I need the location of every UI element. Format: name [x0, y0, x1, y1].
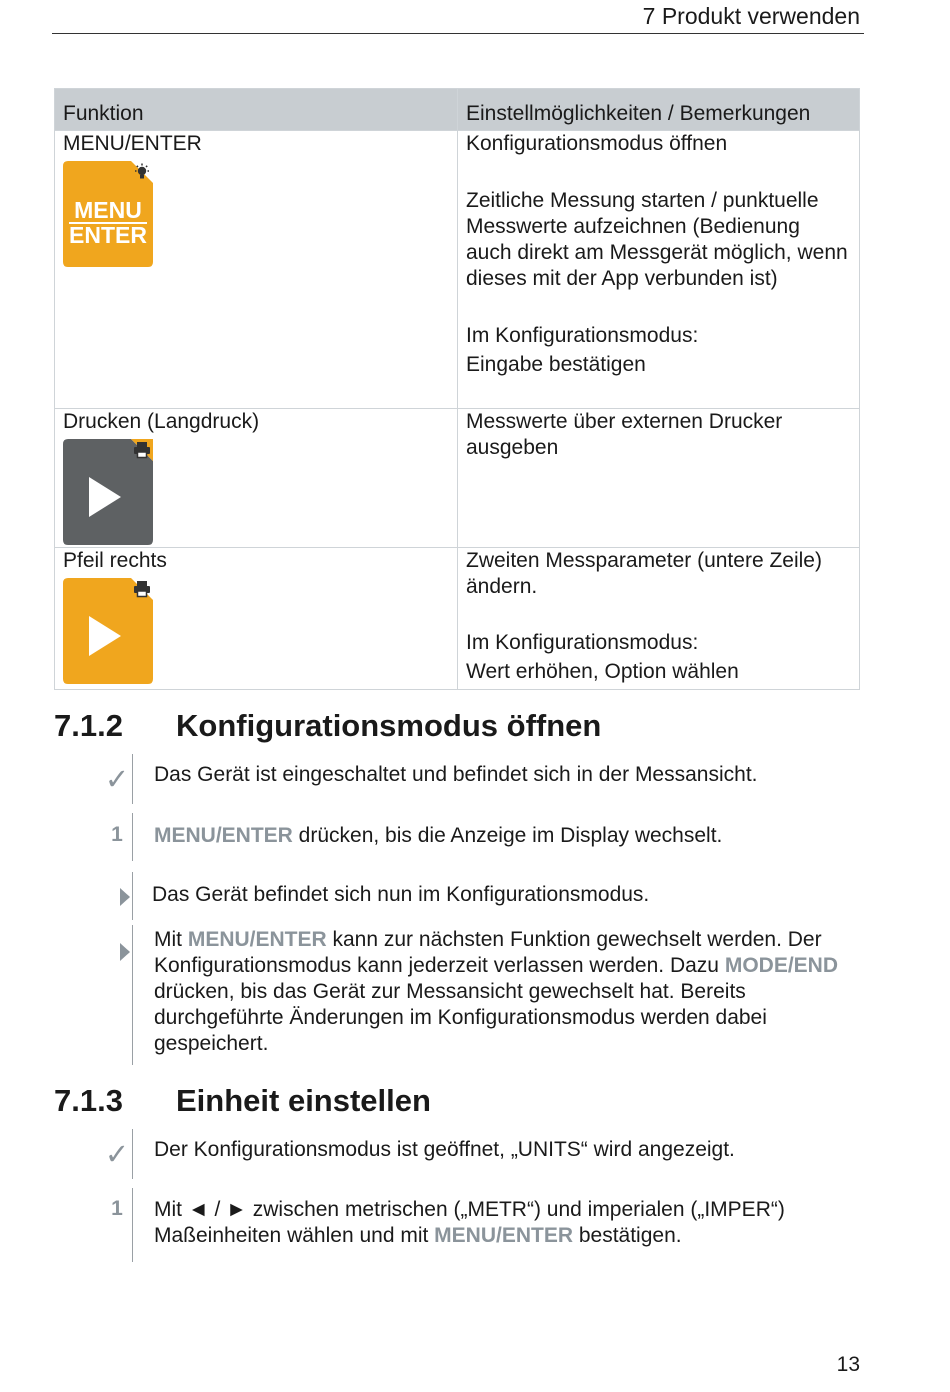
- description-text: Im Konfigurationsmodus:: [466, 631, 699, 654]
- function-cell: [55, 548, 458, 690]
- prerequisite-text: Der Konfigurationsmodus ist geöffnet, „UNITS“ wird angezeigt.: [154, 1138, 735, 1161]
- result-arrow-icon: [112, 888, 138, 906]
- step-text: [154, 823, 854, 849]
- key-label-enter: ENTER: [69, 222, 147, 248]
- checkmark-icon: ✓: [104, 1139, 130, 1171]
- description-text: Zeitliche Messung starten / punktuelle Messwerte aufzeichnen (Bedienung auch direkt am Messgerät möglich, wenn dieses mit der App verbunden ist): [466, 189, 848, 290]
- play-arrow-icon: [89, 477, 123, 517]
- text-fragment: bestätigen.: [573, 1224, 682, 1247]
- menu-enter-key-icon: [63, 161, 153, 267]
- column-header-funktion: Funktion: [55, 89, 458, 131]
- header-rule: [52, 33, 864, 34]
- step-text: [154, 1197, 854, 1249]
- keyword-mode-end: MODE/END: [724, 954, 839, 977]
- description-text: Konfigurationsmodus öffnen: [466, 132, 728, 155]
- keyword-menu-enter: MENU/ENTER: [154, 824, 293, 847]
- text-fragment: Mit ◄ / ► zwischen metrischen („METR“) und imperialen („IMPER“) Maßeinheiten wählen und mit: [154, 1198, 785, 1247]
- result-text: [154, 927, 854, 1057]
- step-number: 1: [111, 1197, 123, 1220]
- menu-enter-key-label: [63, 199, 153, 247]
- result-text: Das Gerät befindet sich nun im Konfigurationsmodus.: [152, 883, 650, 906]
- keyword-menu-enter: MENU/ENTER: [187, 928, 327, 951]
- printer-icon: [133, 580, 151, 598]
- description-text: Wert erhöhen, Option wählen: [466, 660, 739, 683]
- keyword-menu-enter: MENU/ENTER: [434, 1224, 574, 1247]
- section-title: Einheit einstellen: [176, 1083, 431, 1118]
- text-fragment: kann zur nächsten Funktion gewechselt werden. Der Konfigurationsmodus kann jederzeit verlassen werden. Dazu: [154, 928, 822, 977]
- description-text: Messwerte über externen Drucker ausgeben: [466, 410, 783, 459]
- step-text-rest: drücken, bis die Anzeige im Display wechselt.: [292, 824, 723, 847]
- play-arrow-icon: [89, 616, 123, 656]
- prerequisite-text: Das Gerät ist eingeschaltet und befindet sich in der Messansicht.: [154, 763, 758, 786]
- printer-icon: [133, 441, 151, 459]
- table-row-drucken: [55, 409, 860, 548]
- page-header-title: 7 Produkt verwenden: [642, 3, 860, 29]
- text-fragment: drücken, bis das Gerät zur Messansicht gewechselt hat. Bereits durchgeführte Änderungen im Konfigurationsmodus werden dabei gespeichert.: [154, 980, 767, 1055]
- description-text: Eingabe bestätigen: [466, 353, 646, 376]
- page-number: 13: [836, 1353, 860, 1376]
- description-text: Zweiten Messparameter (untere Zeile) ändern.: [466, 549, 822, 598]
- function-name: Drucken (Langdruck): [63, 410, 260, 433]
- checkmark-icon: ✓: [104, 764, 130, 796]
- print-play-key-icon: [63, 439, 153, 545]
- step-number: 1: [111, 823, 123, 846]
- description-text: Im Konfigurationsmodus:: [466, 324, 699, 347]
- function-name: MENU/ENTER: [63, 132, 202, 155]
- step-divider: [132, 1188, 133, 1262]
- description-cell: [458, 131, 860, 409]
- arrow-right-key-icon: [63, 578, 153, 684]
- function-name: Pfeil rechts: [63, 549, 167, 572]
- column-header-einstellungen: Einstellmöglichkeiten / Bemerkungen: [458, 89, 860, 131]
- function-table: [54, 88, 860, 690]
- description-cell: [458, 548, 860, 690]
- section-title: Konfigurationsmodus öffnen: [176, 708, 602, 743]
- step-divider: [132, 1129, 133, 1179]
- description-cell: [458, 409, 860, 548]
- lightbulb-icon: [133, 163, 151, 181]
- table-header-row: [55, 89, 860, 131]
- result-arrow-icon: [112, 943, 138, 961]
- section-number: 7.1.2: [54, 708, 123, 743]
- step-divider: [132, 813, 133, 861]
- text-fragment: Mit: [154, 928, 188, 951]
- table-row-pfeil-rechts: [55, 548, 860, 690]
- step-divider: [132, 754, 133, 804]
- function-cell: [55, 409, 458, 548]
- key-label-menu: MENU: [74, 197, 142, 223]
- table-row-menu-enter: [55, 131, 860, 409]
- section-number: 7.1.3: [54, 1083, 123, 1118]
- function-cell: [55, 131, 458, 409]
